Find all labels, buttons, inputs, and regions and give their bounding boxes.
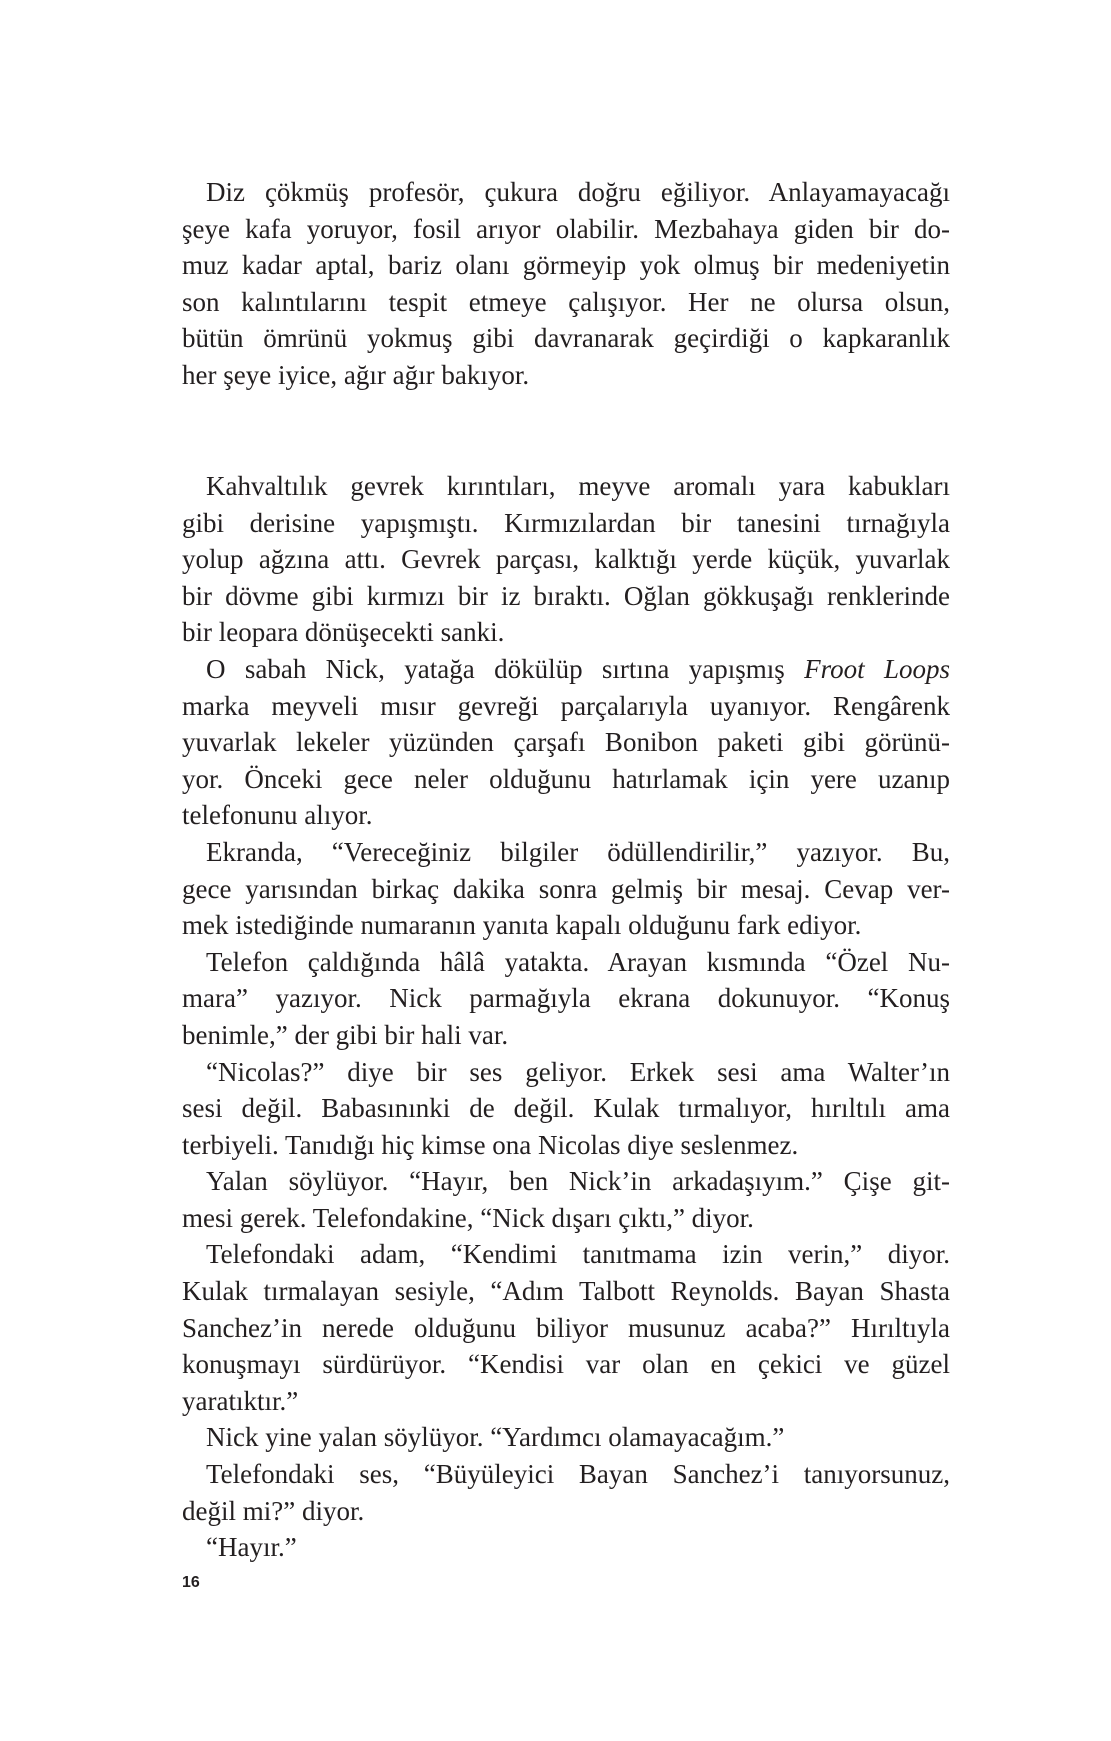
- text-line: mesi gerek. Telefondakine, “Nick dışarı çıktı,” diyor.: [182, 1202, 754, 1233]
- text-line: [182, 651, 950, 688]
- text-line: yuvarlak lekeler yüzünden çarşafı Bonibon paketi gibi görünü-: [182, 727, 950, 758]
- text-line: son kalıntılarını tespit etmeye çalışıyor. Her ne olursa olsun,: [182, 286, 950, 317]
- text-line: telefonunu alıyor.: [182, 800, 373, 831]
- text-line: her şeye iyice, ağır ağır bakıyor.: [182, 359, 530, 390]
- main-passage: [182, 468, 950, 1566]
- text-line: bütün ömrünü yokmuş gibi davranarak geçirdiği o kapkaranlık: [182, 323, 950, 354]
- text-line: benimle,” der gibi bir hali var.: [182, 1019, 509, 1050]
- text-line: Telefondaki adam, “Kendimi tanıtmama izin verin,” diyor.: [206, 1239, 950, 1270]
- text-line: Diz çökmüş profesör, çukura doğru eğiliyor. Anlayamayacağı: [206, 177, 950, 207]
- text-line: terbiyeli. Tanıdığı hiç kimse ona Nicolas diye seslenmez.: [182, 1129, 799, 1160]
- text-line: gibi derisine yapışmıştı. Kırmızılardan bir tanesini tırnağıyla: [182, 507, 950, 538]
- text-line: gece yarısından birkaç dakika sonra gelmiş bir mesaj. Cevap ver-: [182, 873, 950, 904]
- page-number: 16: [182, 1574, 200, 1591]
- text-line: yaratıktır.”: [182, 1385, 299, 1416]
- text-line: yolup ağzına attı. Gevrek parçası, kalktığı yerde küçük, yuvarlak: [182, 544, 950, 575]
- text-line: mek istediğinde numaranın yanıta kapalı olduğunu fark ediyor.: [182, 910, 862, 941]
- text-line: bir leopara dönüşecekti sanki.: [182, 617, 505, 648]
- text-line: mara” yazıyor. Nick parmağıyla ekrana dokunuyor. “Konuş: [182, 983, 950, 1014]
- text-line: sesi değil. Babasınınki de değil. Kulak tırmalıyor, hırıltılı ama: [182, 1093, 950, 1124]
- text-line: “Hayır.”: [206, 1532, 297, 1563]
- text-line: Sanchez’in nerede olduğunu biliyor musunuz acaba?” Hırıltıyla: [182, 1312, 950, 1343]
- text-line: Telefondaki ses, “Büyüleyici Bayan Sanchez’i tanıyorsunuz,: [206, 1459, 950, 1490]
- text-line: yor. Önceki gece neler olduğunu hatırlamak için yere uzanıp: [182, 763, 950, 794]
- opening-passage: [182, 174, 950, 394]
- text-line: muz kadar aptal, bariz olanı görmeyip yok olmuş bir medeniyetin: [182, 250, 950, 281]
- text-line: Ekranda, “Vereceğiniz bilgiler ödüllendirilir,” yazıyor. Bu,: [206, 836, 950, 867]
- text-segment: O sabah Nick, yatağa dökülüp sırtına yapışmış: [206, 653, 785, 684]
- text-line: Yalan söylüyor. “Hayır, ben Nick’in arkadaşıyım.” Çişe git-: [206, 1166, 950, 1197]
- text-line: değil mi?” diyor.: [182, 1495, 365, 1526]
- text-line: Telefon çaldığında hâlâ yatakta. Arayan kısmında “Özel Nu-: [206, 946, 950, 977]
- text-line: Kahvaltılık gevrek kırıntıları, meyve aromalı yara kabukları: [206, 471, 950, 501]
- text-line: bir dövme gibi kırmızı bir iz bıraktı. Oğlan gökkuşağı renklerinde: [182, 580, 950, 611]
- text-line: Kulak tırmalayan sesiyle, “Adım Talbott Reynolds. Bayan Shasta: [182, 1276, 950, 1307]
- text-line: “Nicolas?” diye bir ses geliyor. Erkek sesi ama Walter’ın: [206, 1056, 950, 1087]
- text-line: şeye kafa yoruyor, fosil arıyor olabilir. Mezbahaya giden bir do-: [182, 213, 950, 244]
- text-line: Nick yine yalan söylüyor. “Yardımcı olamayacağım.”: [206, 1422, 785, 1453]
- text-line: marka meyveli mısır gevreği parçalarıyla uyanıyor. Rengârenk: [182, 690, 950, 721]
- brand-name-italic: Froot Loops: [804, 653, 950, 684]
- text-line: konuşmayı sürdürüyor. “Kendisi var olan en çekici ve güzel: [182, 1349, 950, 1380]
